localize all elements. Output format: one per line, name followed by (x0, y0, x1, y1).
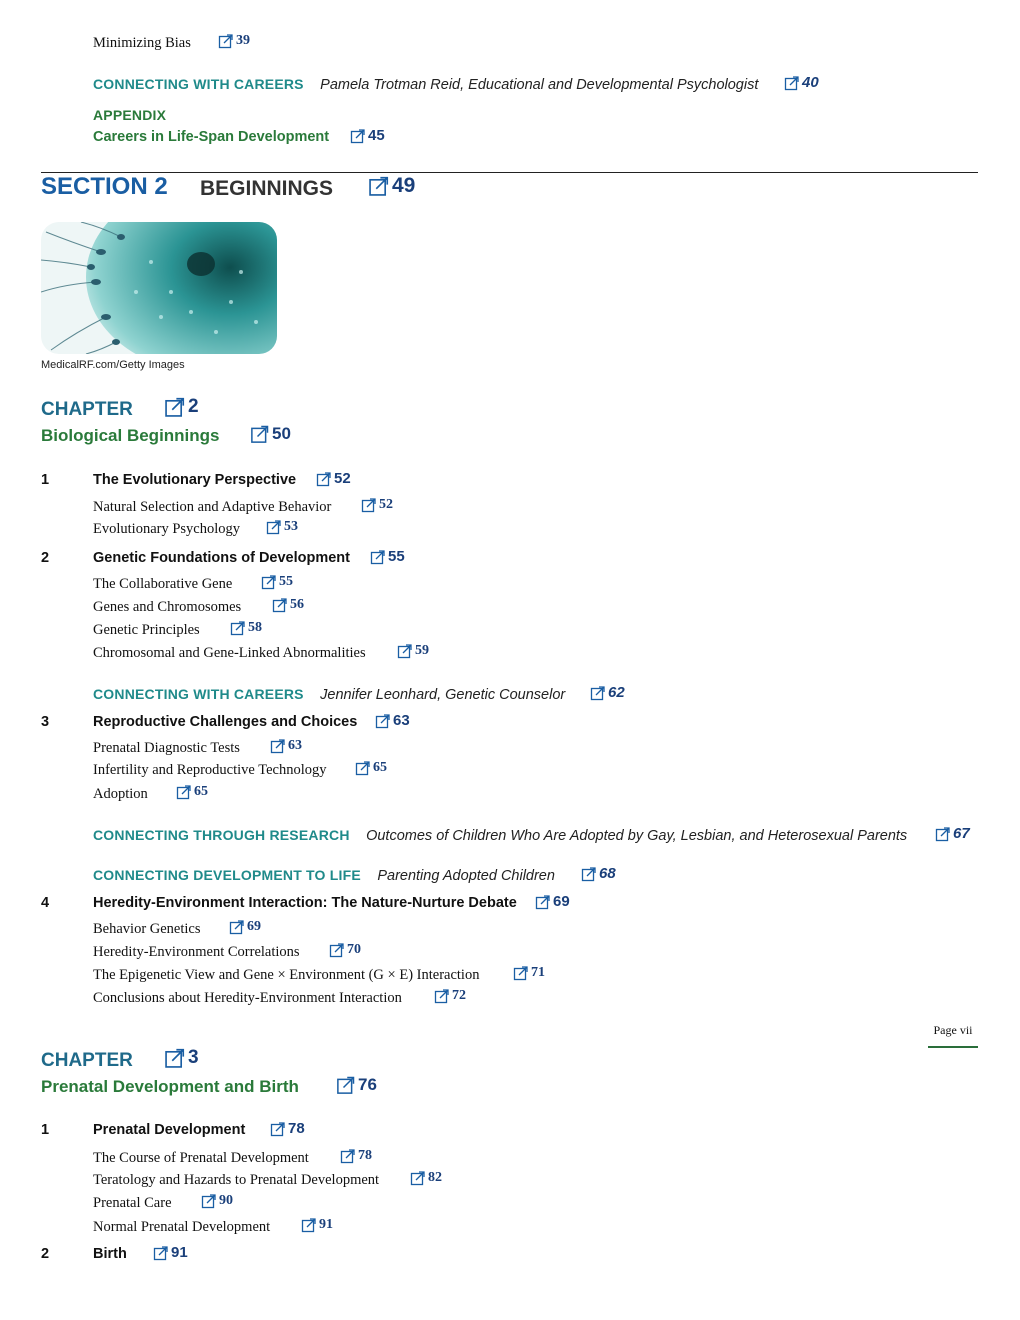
appendix-label: APPENDIX (93, 107, 167, 123)
section-number: 2 (41, 1246, 50, 1262)
external-link-icon (935, 826, 951, 842)
toc-item: Infertility and Reproductive Technology (93, 762, 327, 778)
external-link-icon (301, 1217, 317, 1233)
section-number: 3 (41, 714, 50, 730)
toc-item: The Collaborative Gene (93, 576, 233, 592)
chapter-3-number-link[interactable]: 3 (164, 1047, 199, 1069)
external-link-icon (266, 519, 282, 535)
research-feature: CONNECTING THROUGH RESEARCH Outcomes of Children Who Are Adopted by Gay, Lesbian, and Heterosexual Parents (93, 827, 908, 844)
external-link-icon (230, 620, 246, 636)
page-link-90[interactable]: 90 (201, 1193, 233, 1209)
chapter-2-title: Biological Beginnings (41, 426, 220, 445)
external-link-icon (513, 965, 529, 981)
page-link-71[interactable]: 71 (513, 965, 545, 981)
careers-feature-reid: CONNECTING WITH CAREERS Pamela Trotman Reid, Educational and Developmental Psychologist (93, 76, 759, 93)
section-divider (41, 172, 978, 173)
toc-item: Prenatal Care (93, 1195, 172, 1211)
external-link-icon (329, 942, 345, 958)
page-link-55[interactable]: 55 (370, 548, 405, 565)
page-link-58[interactable]: 58 (230, 620, 262, 636)
toc-item: Heredity-Environment Correlations (93, 944, 300, 960)
toc-item: Genes and Chromosomes (93, 599, 242, 615)
external-link-icon (361, 497, 377, 513)
page-link-68[interactable]: 68 (581, 865, 616, 882)
external-link-icon (434, 988, 450, 1004)
section-label: SECTION 2 (41, 173, 168, 200)
page-link-63[interactable]: 63 (375, 712, 410, 729)
external-link-icon (355, 760, 371, 776)
page-link-55b[interactable]: 55 (261, 574, 293, 590)
external-link-icon (397, 643, 413, 659)
page-link-59[interactable]: 59 (397, 643, 429, 659)
external-link-icon (153, 1245, 169, 1261)
page-link-78[interactable]: 78 (270, 1120, 305, 1137)
toc-item: Prenatal Diagnostic Tests (93, 740, 240, 756)
page-link-62[interactable]: 62 (590, 684, 625, 701)
page-link-50[interactable]: 50 (250, 424, 291, 444)
chapter-2-number-link[interactable]: 2 (164, 396, 199, 418)
external-link-icon (581, 866, 597, 882)
page-link-82[interactable]: 82 (410, 1170, 442, 1186)
egg-cell-image (41, 222, 277, 354)
toc-item: Conclusions about Heredity-Environment Interaction (93, 990, 402, 1006)
page-link-49[interactable]: 49 (368, 174, 415, 198)
external-link-icon (784, 75, 800, 91)
external-link-icon (164, 1047, 186, 1069)
page-marker: Page vii (928, 1020, 978, 1048)
page-link-65b[interactable]: 65 (176, 784, 208, 800)
chapter-3-label: CHAPTER (41, 1050, 133, 1071)
section-title: BEGINNINGS (200, 177, 334, 200)
page-link-52b[interactable]: 52 (361, 497, 393, 513)
page-link-65[interactable]: 65 (355, 760, 387, 776)
page-link-53[interactable]: 53 (266, 519, 298, 535)
toc-item: Natural Selection and Adaptive Behavior (93, 499, 332, 515)
page-link-39[interactable]: 39 (218, 33, 250, 49)
toc-item: The Course of Prenatal Development (93, 1150, 309, 1166)
external-link-icon (340, 1148, 356, 1164)
page-link-40[interactable]: 40 (784, 74, 819, 91)
page-link-70[interactable]: 70 (329, 942, 361, 958)
section-number: 2 (41, 550, 50, 566)
page-link-78b[interactable]: 78 (340, 1148, 372, 1164)
page-link-91[interactable]: 91 (301, 1217, 333, 1233)
toc-item: Behavior Genetics (93, 921, 201, 937)
external-link-icon (316, 471, 332, 487)
external-link-icon (270, 738, 286, 754)
page-link-67[interactable]: 67 (935, 825, 970, 842)
section-number: 1 (41, 1122, 50, 1138)
external-link-icon (261, 574, 277, 590)
external-link-icon (368, 175, 390, 197)
toc-item: Genetic Principles (93, 622, 200, 638)
section-title-genetic: Genetic Foundations of Development (93, 550, 350, 566)
page-link-56[interactable]: 56 (272, 597, 304, 613)
external-link-icon (350, 128, 366, 144)
section-title-prenatal: Prenatal Development (93, 1122, 246, 1138)
section-title-reproductive: Reproductive Challenges and Choices (93, 714, 358, 730)
section-title-heredity: Heredity-Environment Interaction: The Nature-Nurture Debate (93, 895, 517, 911)
toc-item: Evolutionary Psychology (93, 521, 241, 537)
section-number: 1 (41, 472, 50, 488)
toc-item-minimizing-bias: Minimizing Bias (93, 35, 191, 51)
page-link-69[interactable]: 69 (535, 893, 570, 910)
toc-item: Chromosomal and Gene-Linked Abnormalities (93, 645, 366, 661)
toc-item: Teratology and Hazards to Prenatal Development (93, 1172, 380, 1188)
external-link-icon (410, 1170, 426, 1186)
page-link-76[interactable]: 76 (336, 1075, 377, 1095)
toc-item: Normal Prenatal Development (93, 1219, 271, 1235)
external-link-icon (218, 33, 234, 49)
external-link-icon (176, 784, 192, 800)
careers-feature-leonhard: CONNECTING WITH CAREERS Jennifer Leonhard, Genetic Counselor (93, 686, 566, 703)
page-link-69b[interactable]: 69 (229, 919, 261, 935)
external-link-icon (590, 685, 606, 701)
toc-item: Adoption (93, 786, 148, 802)
page-link-72[interactable]: 72 (434, 988, 466, 1004)
external-link-icon (535, 894, 551, 910)
external-link-icon (370, 549, 386, 565)
section-number: 4 (41, 895, 50, 911)
toc-item: The Epigenetic View and Gene × Environment (G × E) Interaction (93, 967, 480, 983)
external-link-icon (272, 597, 288, 613)
external-link-icon (229, 919, 245, 935)
chapter-2-label: CHAPTER (41, 399, 133, 420)
page-link-52[interactable]: 52 (316, 470, 351, 487)
chapter-3-title: Prenatal Development and Birth (41, 1077, 299, 1096)
page-link-63b[interactable]: 63 (270, 738, 302, 754)
external-link-icon (375, 713, 391, 729)
life-feature: CONNECTING DEVELOPMENT TO LIFE Parenting Adopted Children (93, 867, 555, 884)
section-title-birth: Birth (93, 1246, 127, 1262)
external-link-icon (250, 424, 270, 444)
appendix-title: Careers in Life-Span Development (93, 129, 330, 145)
external-link-icon (164, 396, 186, 418)
page-link-91b[interactable]: 91 (153, 1244, 188, 1261)
external-link-icon (270, 1121, 286, 1137)
image-caption: MedicalRF.com/Getty Images (41, 359, 185, 371)
page-link-45[interactable]: 45 (350, 127, 385, 144)
section-title-evolutionary: The Evolutionary Perspective (93, 472, 297, 488)
external-link-icon (201, 1193, 217, 1209)
external-link-icon (336, 1075, 356, 1095)
